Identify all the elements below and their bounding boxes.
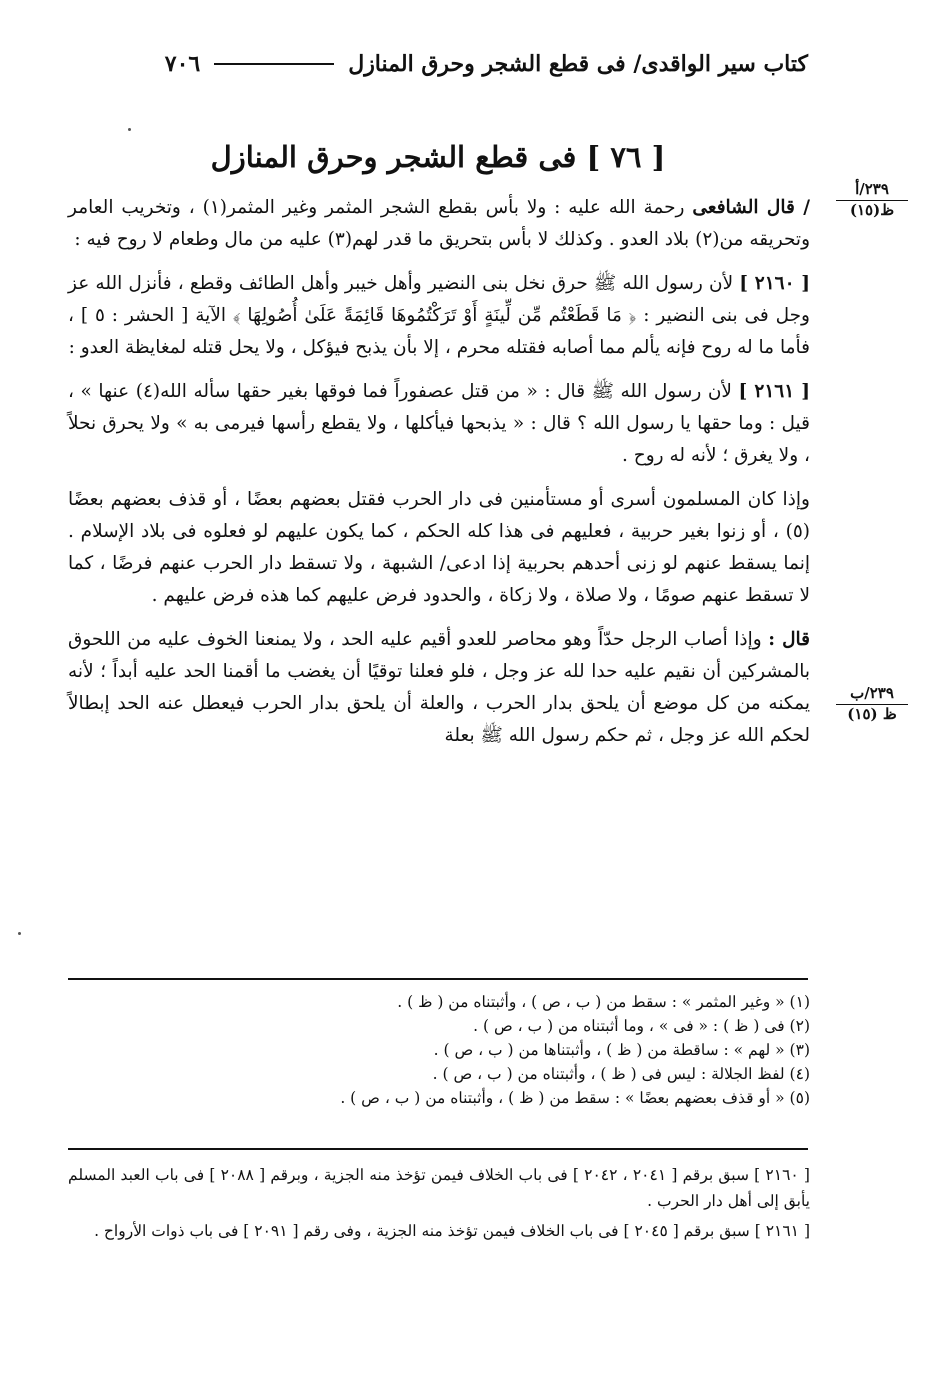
footnote: (٢) فى ( ظ ) : « فى » ، وما أثبتناه من ( ب ، ص ) . bbox=[473, 1017, 810, 1035]
paragraph-lead: [ ٢١٦١ ] bbox=[738, 381, 811, 402]
footnote: (١) « وغير المثمر » : سقط من ( ب ، ص ) ، وأثبتناه من ( ظ ) . bbox=[397, 993, 810, 1011]
footnote: (٤) لفظ الجلالة : ليس فى ( ظ ) ، وأثبتناه من ( ب ، ص ) . bbox=[432, 1065, 810, 1083]
paragraph-lead: / قال الشافعى bbox=[692, 197, 811, 218]
paragraph-text: رحمة الله عليه : ولا بأس بقطع الشجر المثمر وغير المثمر(١) ، وتخريب العامر وتحريقه من(٢) بلاد العدو . وكذلك لا بأس بتحريق ما قدر لهم(٣) عليه من مال وطعام لا روح فيه : bbox=[68, 197, 810, 250]
paragraph-text: لأن رسول الله ﷺ حرق نخل بنى النضير وأهل خيبر وأهل الطائف وقطع ، فأنزل الله عز وجل فى بنى النضير : ﴿ مَا قَطَعْتُم مِّن لِّينَةٍ أَوْ تَرَكْتُمُوهَا قَائِمَةً عَلَىٰ أُصُولِهَا ﴾ الآية [ الحشر : ٥ ] ، فأما ما له روح فإنه يألم مما أصابه فقتله محرم ، إلا بأن يذبح فيؤكل ، ولا يحل قتله لمغايظة العدو : bbox=[68, 273, 810, 358]
paragraph bbox=[68, 624, 810, 752]
margin-note-folio: ٢٣٩/أ bbox=[836, 180, 908, 201]
scan-speck bbox=[18, 932, 21, 935]
cross-reference-divider bbox=[68, 1148, 808, 1150]
paragraph-text: وإذا كان المسلمون أسرى أو مستأمنين فى دار الحرب فقتل بعضهم بعضًا ، أو قذف بعضهم بعضًا (٥) ، أو زنوا بغير حربية ، فعليهم فى هذا كله الحكم ، كما يكون عليهم لو فعلوه فى بلاد الإسلام . إنما يسقط عنهم لو زنى أحدهم بحربية إذا ادعى/ الشبهة ، ولا تسقط دار الحرب عنهم فرضًا ، كما لا تسقط عنهم صومًا ، ولا صلاة ، ولا زكاة ، والحدود فرض عليهم كما هذه فرض عليهم . bbox=[68, 489, 810, 606]
footnotes bbox=[68, 990, 810, 1110]
cross-references bbox=[68, 1162, 810, 1248]
chapter-title: [ ٧٦ ] فى قطع الشجر وحرق المنازل bbox=[210, 140, 666, 174]
margin-note-manuscript: ظ (١٥) bbox=[847, 705, 897, 723]
main-text bbox=[68, 192, 810, 764]
paragraph bbox=[68, 268, 810, 364]
paragraph-text: لأن رسول الله ﷺ قال : « من قتل عصفوراً فما فوقها بغير حقها سأله الله(٤) عنها » ، قيل : وما حقها يا رسول الله ؟ قال : « يذبحها فيأكلها ، ولا يقطع رأسها فيرمى به » ولا يحرق نحلاً ، ولا يغرق ؛ لأنه له روح . bbox=[68, 381, 810, 466]
paragraph bbox=[68, 484, 810, 612]
scan-speck bbox=[128, 128, 131, 131]
page-number: ٧٠٦ bbox=[164, 51, 201, 77]
margin-folio-note bbox=[836, 684, 908, 724]
paragraph-lead: [ ٢١٦٠ ] bbox=[739, 273, 810, 294]
margin-note-folio: ٢٣٩/ب bbox=[836, 684, 908, 705]
margin-note-manuscript: ظ(١٥) bbox=[849, 201, 895, 219]
cross-reference: [ ٢١٦١ ] سبق برقم [ ٢٠٤٥ ] فى باب الخلاف فيمن تؤخذ منه الجزية ، وفى رقم [ ٢٠٩١ ] فى باب ذوات الأرواح . bbox=[94, 1222, 810, 1240]
cross-reference: [ ٢١٦٠ ] سبق برقم [ ٢٠٤١ ، ٢٠٤٢ ] فى باب الخلاف فيمن تؤخذ منه الجزية ، وبرقم [ ٢٠٨٨ ] فى باب العبد المسلم يأبق إلى أهل دار الحرب . bbox=[68, 1166, 810, 1210]
running-head bbox=[68, 44, 808, 84]
paragraph bbox=[68, 192, 810, 256]
running-head-title: كتاب سير الواقدى/ فى قطع الشجر وحرق المنازل bbox=[348, 51, 808, 77]
running-head-rule bbox=[214, 63, 334, 65]
footnote: (٥) « أو قذف بعضهم بعضًا » : سقط من ( ظ ) ، وأثبتناه من ( ب ، ص ) . bbox=[340, 1089, 810, 1107]
footnote-divider bbox=[68, 978, 808, 980]
margin-folio-note bbox=[836, 180, 908, 220]
paragraph-text: وإذا أصاب الرجل حدّاً وهو محاصر للعدو أقيم عليه الحد ، ولا يمنعنا الخوف عليه من اللحوق بالمشركين أن نقيم عليه حدا لله عز وجل ، فلو فعلنا توقيًا أن يغضب ما أقمنا الحد عليه أبداً ؛ لأنه يمكنه من كل موضع أن يلحق بدار الحرب ، والعلة أن يلحق بدار الحرب فيعطل عنه الحد إبطالاً لحكم الله عز وجل ، ثم حكم رسول الله ﷺ بعلة bbox=[68, 629, 810, 746]
paragraph bbox=[68, 376, 810, 472]
paragraph-lead: قال : bbox=[768, 629, 810, 650]
footnote: (٣) « لهم » : ساقطة من ( ظ ) ، وأثبتناها من ( ب ، ص ) . bbox=[433, 1041, 810, 1059]
